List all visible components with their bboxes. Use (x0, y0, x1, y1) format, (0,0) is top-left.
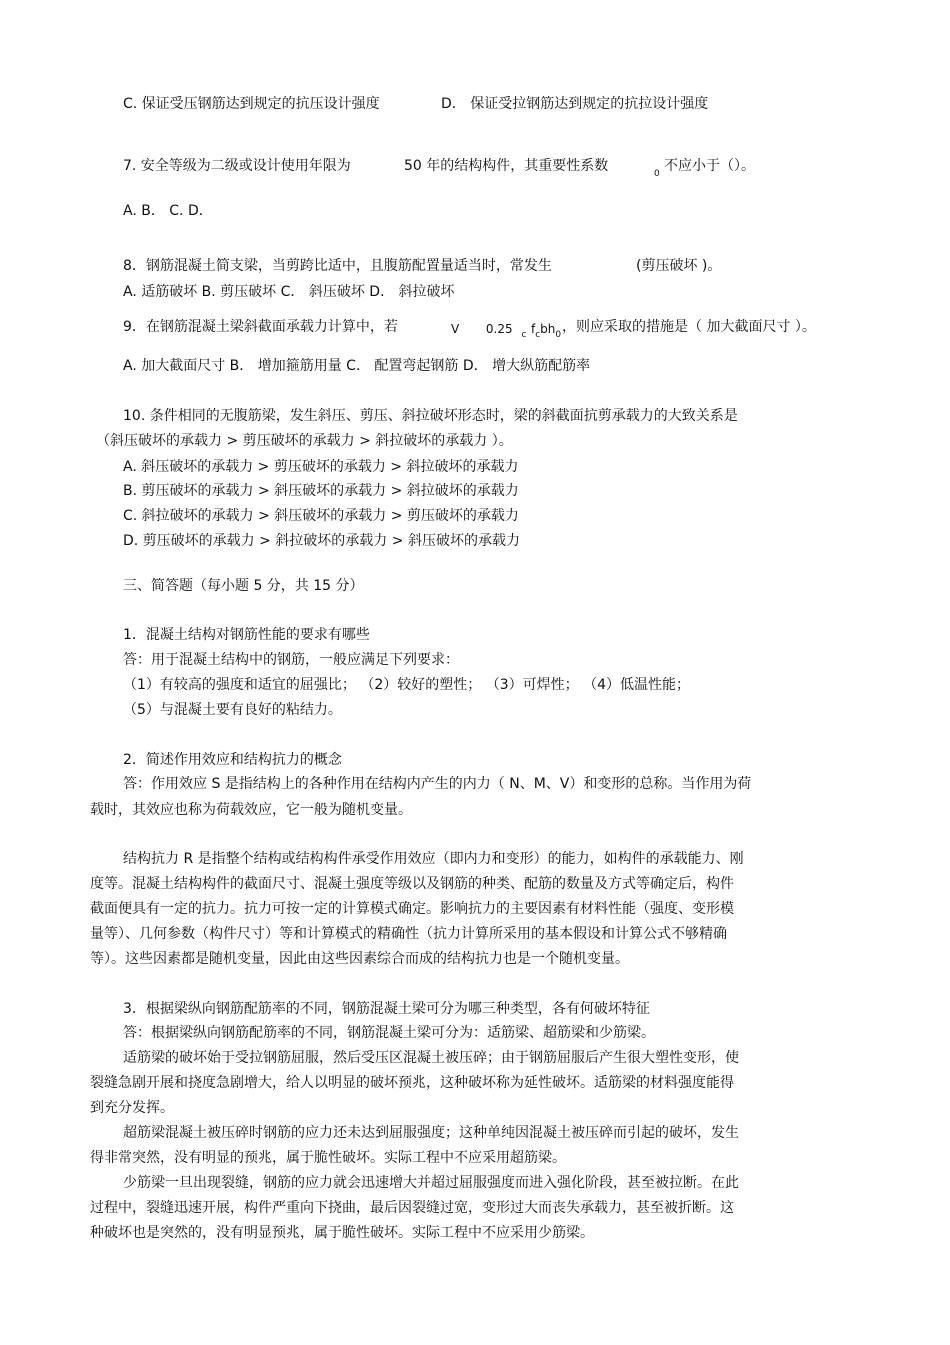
sq2-p1-line2: 载时，其效应也称为荷载效应，它一般为随机变量。 (90, 802, 412, 818)
sq1-question: 1．混凝土结构对钢筋性能的要求有哪些 (123, 627, 370, 643)
sq1-requirements-2: （5）与混凝土要有良好的粘结力。 (123, 702, 342, 718)
q7-options: A. B． C. D． (123, 203, 213, 219)
sq1-requirements: （1）有较高的强度和适宜的屈强比； （2）较好的塑性； （3）可焊性； （4）低温性能； (123, 677, 690, 693)
q8-options: A. 适筋破坏 B. 剪压破坏 C． 斜压破坏 D． 斜拉破坏 (123, 284, 455, 300)
q9-options: A. 加大截面尺寸 B． 增加箍筋用量 C． 配置弯起钢筋 D． 增大纵筋配筋率 (123, 358, 591, 374)
q9-stem: 9．在钢筋混凝土梁斜截面承载力计算中，若 (123, 319, 398, 335)
section3-heading: 三、简答题（每小题 5 分，共 15 分） (123, 578, 364, 594)
sq3-p1-line2: 裂缝急剧开展和挠度急剧增大，给人以明显的破坏预兆，这种破坏称为延性破坏。适筋梁的材料强度能得 (90, 1075, 734, 1091)
q8-stem: 8．钢筋混凝土简支梁，当剪跨比适中，且腹筋配置量适当时，常发生 (123, 258, 552, 274)
sq3-p3-line1: 少筋梁一旦出现裂缝，钢筋的应力就会迅速增大并超过屈服强度而进入强化阶段，甚至被拉断。在此 (123, 1175, 739, 1191)
sq2-p2-line3: 截面便具有一定的抗力。抗力可按一定的计算模式确定。影响抗力的主要因素有材料性能（强度、变形模 (90, 901, 734, 917)
q7-gamma-subscript: 0 (654, 169, 660, 179)
sq3-p1-line3: 到充分发挥。 (90, 1100, 174, 1116)
sq2-p2-line4: 量等）、几何参数（构件尺寸）等和计算模式的精确性（抗力计算所采用的基本假设和计算公式不够精确 (90, 926, 727, 942)
q9-formula: V 0.25 $_c$ $f_cbh_0$ (451, 322, 562, 340)
q6-option-c: C. 保证受压钢筋达到规定的抗压设计强度 (123, 96, 380, 112)
sq3-p2-line1: 超筋梁混凝土被压碎时钢筋的应力还未达到屈服强度；这种单纯因混凝土被压碎而引起的破坏，发生 (123, 1125, 739, 1141)
sq2-p2-line5: 等）。这些因素都是随机变量，因此由这些因素综合而成的结构抗力也是一个随机变量。 (90, 951, 629, 967)
q10-option-d: D. 剪压破坏的承载力 > 斜拉破坏的承载力 > 斜压破坏的承载力 (123, 533, 520, 549)
q10-option-b: B. 剪压破坏的承载力 > 斜压破坏的承载力 > 斜拉破坏的承载力 (123, 483, 519, 499)
sq3-answer-intro: 答：根据梁纵向钢筋配筋率的不同，钢筋混凝土梁可分为：适筋梁、超筋梁和少筋梁。 (123, 1025, 655, 1041)
q10-option-a: A. 斜压破坏的承载力 > 剪压破坏的承载力 > 斜拉破坏的承载力 (123, 459, 519, 475)
q10-answer: （斜压破坏的承载力 > 剪压破坏的承载力 > 斜拉破坏的承载力 ）。 (96, 433, 513, 449)
sq3-p2-line2: 得非常突然，没有明显的预兆，属于脆性破坏。实际工程中不应采用超筋梁。 (90, 1150, 566, 1166)
q6-option-d: D． 保证受拉钢筋达到规定的抗拉设计强度 (441, 96, 709, 112)
q7-stem-a: 7. 安全等级为二级或设计使用年限为 (123, 158, 351, 174)
q10-stem: 10. 条件相同的无腹筋梁，发生斜压、剪压、斜拉破坏形态时，梁的斜截面抗剪承载力的大致关系是 (123, 408, 738, 424)
sq2-p1-line1: 答：作用效应 S 是指结构上的各种作用在结构内产生的内力（ N、M、V）和变形的总称。当作用为荷 (123, 776, 752, 792)
sq3-p3-line2: 过程中，裂缝迅速开展，构件严重向下挠曲，最后因裂缝过宽，变形过大而丧失承载力，甚至被折断。这 (90, 1200, 734, 1216)
sq3-p1-line1: 适筋梁的破坏始于受拉钢筋屈服，然后受压区混凝土被压碎；由于钢筋屈服后产生很大塑性变形，使 (123, 1050, 739, 1066)
q7-stem-c: 不应小于（）。 (664, 158, 755, 174)
sq2-question: 2．简述作用效应和结构抗力的概念 (123, 752, 342, 768)
q10-option-c: C. 斜拉破坏的承载力 > 斜压破坏的承载力 > 剪压破坏的承载力 (123, 508, 519, 524)
sq2-p2-line2: 度等。混凝土结构构件的截面尺寸、混凝土强度等级以及钢筋的种类、配筋的数量及方式等确定后，构件 (90, 876, 734, 892)
sq1-answer-intro: 答：用于混凝土结构中的钢筋，一般应满足下列要求： (123, 652, 459, 668)
q7-stem-b: 50 年的结构构件，其重要性系数 (404, 158, 609, 174)
sq3-question: 3．根据梁纵向钢筋配筋率的不同，钢筋混凝土梁可分为哪三种类型，各有何破坏特征 (123, 1001, 650, 1017)
sq2-p2-line1: 结构抗力 R 是指整个结构或结构构件承受作用效应（即内力和变形）的能力，如构件的承载能力、刚 (123, 851, 744, 867)
q9-tail: ，则应采取的措施是（ 加大截面尺寸 ）。 (562, 319, 816, 335)
sq3-p3-line3: 种破坏也是突然的，没有明显预兆，属于脆性破坏。实际工程中不应采用少筋梁。 (90, 1225, 594, 1241)
q8-answer: (剪压破坏 )。 (636, 258, 722, 274)
